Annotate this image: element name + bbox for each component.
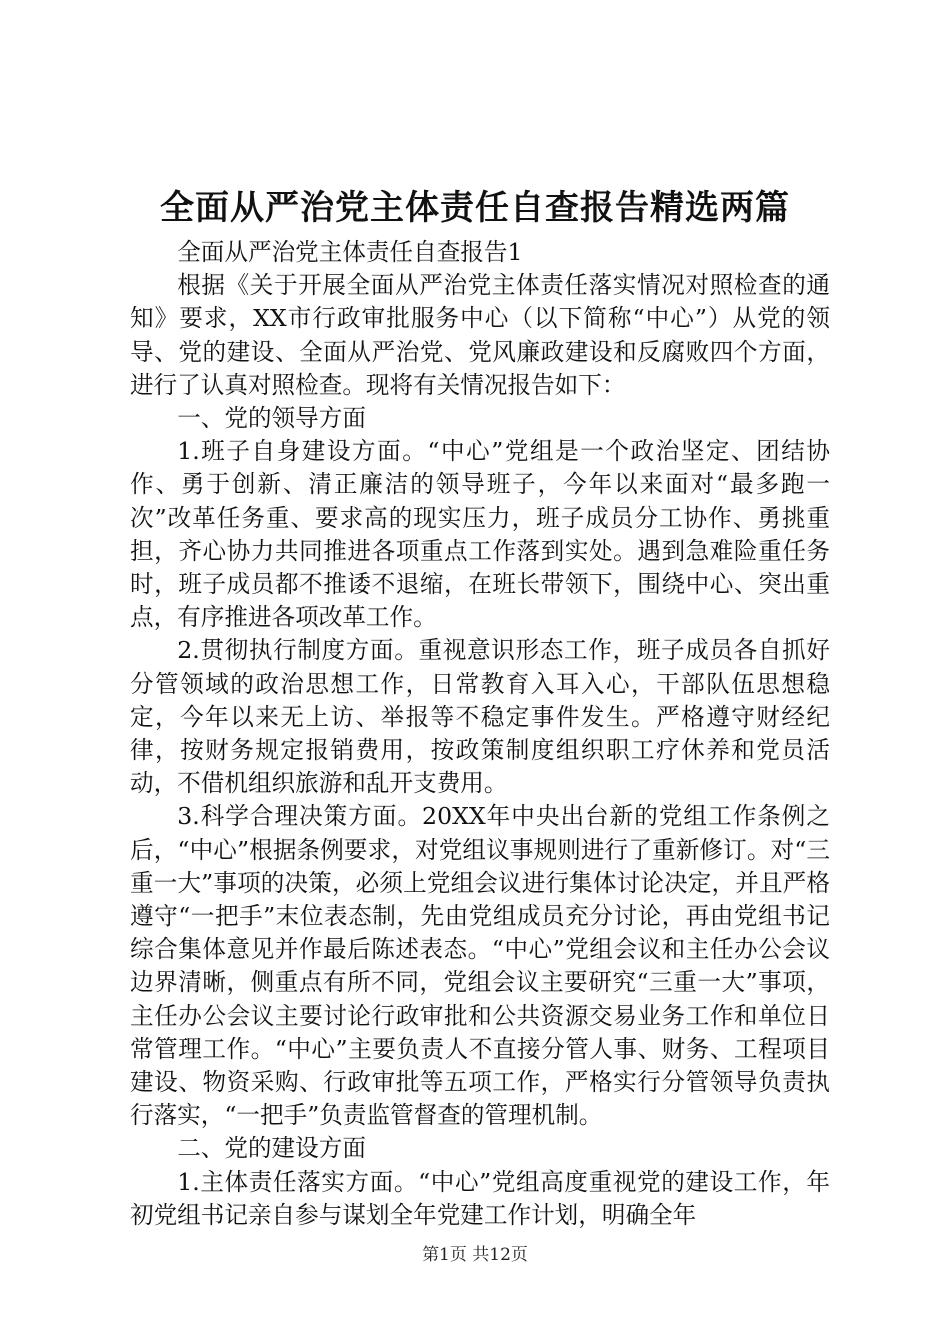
paragraph-intro: 根据《关于开展全面从严治党主体责任落实情况对照检查的通知》要求，XX市行政审批服务中心（以下简称“中心”）从党的领导、党的建设、全面从严治党、党风廉政建设和反腐败四个方面，进行了认真对照检查。现将有关情况报告如下： <box>130 271 830 399</box>
section-heading-2: 二、党的建设方面 <box>177 1134 366 1163</box>
paragraph-1-1: 1.班子自身建设方面。“中心”党组是一个政治坚定、团结协作、勇于创新、清正廉洁的领导班子，今年以来面对“最多跑一次”改革任务重、要求高的现实压力，班子成员分工协作、勇挑重担，齐心协力共同推进各项重点工作落到实处。遇到急难险重任务时，班子成员都不推诿不退缩，在班长带领下，围绕中心、突出重点，有序推进各项改革工作。 <box>130 437 830 632</box>
paragraph-subtitle: 全面从严治党主体责任自查报告1 <box>177 238 523 266</box>
paragraph-1-2: 2.贯彻执行制度方面。重视意识形态工作，班子成员各自抓好分管领域的政治思想工作，日常教育入耳入心，干部队伍思想稳定，今年以来无上访、举报等不稳定事件发生。严格遵守财经纪律，按财务规定报销费用，按政策制度组织职工疗休养和党员活动，不借机组织旅游和乱开支费用。 <box>130 636 830 798</box>
page-footer: 第1页 共12页 <box>422 1245 528 1265</box>
document-title: 全面从严治党主体责任自查报告精选两篇 <box>160 188 790 228</box>
paragraph-2-1: 1.主体责任落实方面。“中心”党组高度重视党的建设工作，年初党组书记亲自参与谋划全年党建工作计划，明确全年 <box>130 1167 830 1229</box>
section-heading-1: 一、党的领导方面 <box>177 404 366 433</box>
paragraph-1-3: 3.科学合理决策方面。20XX年中央出台新的党组工作条例之后，“中心”根据条例要求，对党组议事规则进行了重新修订。对“三重一大”事项的决策，必须上党组会议进行集体讨论决定，并且严格遵守“一把手”末位表态制，先由党组成员充分讨论，再由党组书记综合集体意见并作最后陈述表态。“中心”党组会议和主任办公会议边界清晰，侧重点有所不同，党组会议主要研究“三重一大”事项，主任办公会议主要讨论行政审批和公共资源交易业务工作和单位日常管理工作。“中心”主要负责人不直接分管人事、财务、工程项目建设、物资采购、行政审批等五项工作，严格实行分管领导负责执行落实，“一把手”负责监管督查的管理机制。 <box>130 802 830 1130</box>
document-body <box>130 236 830 1232</box>
